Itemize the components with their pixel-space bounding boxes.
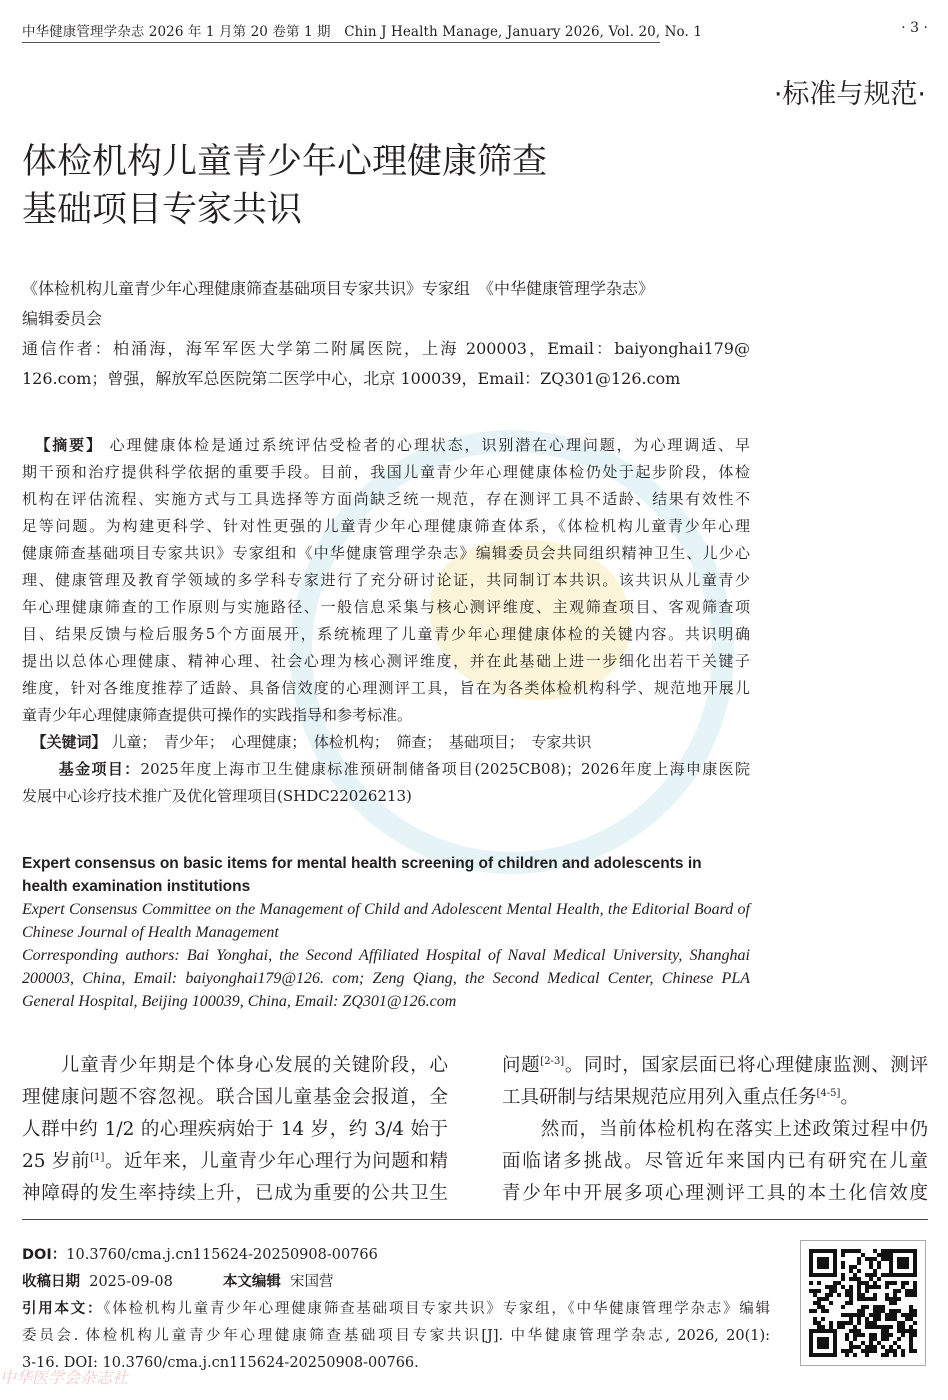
correspondence-line: 通信作者：柏涌海，海军军医大学第二附属医院，上海 200003，Email：baiyonghai179@ xyxy=(22,339,750,358)
citation-text: 委员会. 体检机构儿童青少年心理健康筛查基础项目专家共识[J]. 中华健康管理学杂志, 2026, 20(1): xyxy=(22,1328,770,1344)
running-head: 中华健康管理学杂志 2026 年 1 月第 20 卷第 1 期 Chin J Health Manage, January 2026, Vol. 20, No. 1 xyxy=(22,24,703,40)
author-line: 《体检机构儿童青少年心理健康筛查基础项目专家共识》专家组 《中华健康管理学杂志》 xyxy=(22,279,655,298)
abstract-label: 【摘要】 xyxy=(35,436,103,454)
received-date: 2025-09-08 xyxy=(89,1274,173,1290)
body-line: 理健康问题不容忽视。联合国儿童基金会报道，全 xyxy=(22,1087,448,1108)
author-line: 编辑委员会 xyxy=(22,309,103,328)
abstract-line: 足等问题。为构建更科学、针对性更强的儿童青少年心理健康筛查体系，《体检机构儿童青少年心理 xyxy=(22,517,750,535)
fund-label: 基金项目： xyxy=(58,760,141,778)
english-author-group: Expert Consensus Committee on the Management of Child and Adolescent Mental Health, the Editorial Board of Chinese Journal of Health Management xyxy=(22,901,750,941)
citation-text: 3-16. DOI: 10.3760/cma.j.cn115624-20250908-00766. xyxy=(22,1355,419,1371)
abstract-line: 童青少年心理健康筛查提供可操作的实践指导和参考标准。 xyxy=(22,706,413,724)
abstract-line: 目、结果反馈与检后服务5个方面展开，系统梳理了儿童青少年心理健康体检的关键内容。共识明确 xyxy=(22,625,750,643)
editor-name: 宋国营 xyxy=(290,1274,334,1290)
abstract-line: 年心理健康筛查的工作原则与实施路径、一般信息采集与核心测评维度、主观筛查项目、客观筛查项 xyxy=(22,598,750,616)
citation-link[interactable]: [2-3] xyxy=(540,1055,565,1067)
qr-code-icon xyxy=(801,1241,925,1365)
abstract-line: 机构在评估流程、实施方式与工具选择等方面尚缺乏统一规范，存在测评工具不适龄、结果有效性不 xyxy=(22,490,750,508)
article-title xyxy=(22,138,547,234)
author-block xyxy=(22,274,750,394)
abstract-line: 心理健康体检是通过系统评估受检者的心理状态，识别潜在心理问题，为心理调适、早 xyxy=(109,436,750,454)
editor-label: 本文编辑 xyxy=(222,1274,281,1290)
column-tag: ·标准与规范· xyxy=(773,79,926,110)
body-text: 。近年来，儿童青少年心理行为问题和精 xyxy=(104,1151,448,1172)
body-column-right xyxy=(502,1050,928,1210)
abstract-line: 理、健康管理及教育学领域的多学科专家进行了充分研讨论证，共同制订本共识。该共识从儿童青少 xyxy=(22,571,750,589)
body-text: 。 xyxy=(840,1087,859,1108)
fund-text: 2025年度上海市卫生健康标准预研制储备项目(2025CB08)；2026年度上海申康医院 xyxy=(140,760,750,778)
body-line: 青少年中开展多项心理测评工具的本土化信效度 xyxy=(502,1183,928,1204)
abstract xyxy=(22,432,750,810)
body-text: 问题 xyxy=(502,1055,541,1076)
abstract-line: 期干预和治疗提供科学依据的重要手段。目前，我国儿童青少年心理健康体检仍处于起步阶段，体检 xyxy=(22,463,750,481)
abstract-line: 维度，针对各维度推荐了适龄、具备信效度的心理测评工具，旨在为各类体检机构科学、规范地开展儿 xyxy=(22,679,750,697)
english-correspondence: Corresponding authors: Bai Yonghai, the Second Affiliated Hospital of Naval Medical University, Shanghai 200003, China, Email: baiyonghai179@126. com; Zeng Qiang, the Second Medical Center, Chinese PLA General Hospital, Beijing 100039, China, Email: ZQ301@126.com xyxy=(22,947,750,1010)
body-line: 人群中约 1/2 的心理疾病始于 14 岁，约 3/4 始于 xyxy=(22,1119,448,1140)
keywords: 儿童； 青少年； 心理健康； 体检机构； 筛查； 基础项目； 专家共识 xyxy=(111,733,592,751)
citation-text: 《体检机构儿童青少年心理健康筛查基础项目专家共识》专家组，《中华健康管理学杂志》编辑 xyxy=(103,1301,771,1317)
title-line: 基础项目专家共识 xyxy=(22,190,303,230)
publisher-watermark: 中华医学会杂志社 xyxy=(0,1368,129,1387)
page-number: · 3 · xyxy=(901,20,928,36)
doi-link[interactable]: 10.3760/cma.j.cn115624-20250908-00766 xyxy=(66,1247,378,1263)
keywords-label: 【关键词】 xyxy=(31,733,107,751)
body-text: 25 岁前 xyxy=(22,1151,91,1172)
article-footer xyxy=(22,1242,770,1377)
header-rule xyxy=(22,42,660,43)
body-line: 然而，当前体检机构在落实上述政策过程中仍 xyxy=(502,1119,928,1140)
body-line: 神障碍的发生率持续上升，已成为重要的公共卫生 xyxy=(22,1183,448,1204)
qr-code[interactable] xyxy=(800,1240,926,1366)
fund-text: 发展中心诊疗技术推广及优化管理项目(SHDC22026213) xyxy=(22,787,412,805)
body-line: 儿童青少年期是个体身心发展的关键阶段，心 xyxy=(22,1055,448,1076)
body-line: 面临诸多挑战。尽管近年来国内已有研究在儿童 xyxy=(502,1151,928,1172)
correspondence-line: 126.com；曾强，解放军总医院第二医学中心，北京 100039，Email：ZQ301@126.com xyxy=(22,369,681,388)
body-text: 工具研制与结果规范应用列入重点任务 xyxy=(502,1087,817,1108)
doi-label: DOI： xyxy=(22,1247,67,1263)
title-line: 体检机构儿童青少年心理健康筛查 xyxy=(22,142,548,182)
footer-rule xyxy=(22,1219,928,1220)
body-column-left xyxy=(22,1050,448,1210)
abstract-line: 提出以总体心理健康、精神心理、社会心理为核心测评维度，并在此基础上进一步细化出若干关键子 xyxy=(22,652,750,670)
english-authors xyxy=(22,898,750,1013)
english-title: Expert consensus on basic items for mental health screening of children and adolescents in health examination institutions xyxy=(22,855,702,895)
citation-link[interactable]: [1] xyxy=(90,1151,105,1163)
received-label: 收稿日期 xyxy=(22,1274,80,1290)
cite-label: 引用本文： xyxy=(22,1301,104,1317)
citation-link[interactable]: [4-5] xyxy=(816,1087,841,1099)
body-text: 。同时，国家层面已将心理健康监测、测评 xyxy=(564,1055,928,1076)
abstract-line: 健康筛查基础项目专家共识》专家组和《中华健康管理学杂志》编辑委员会共同组织精神卫生、儿少心 xyxy=(22,544,750,562)
